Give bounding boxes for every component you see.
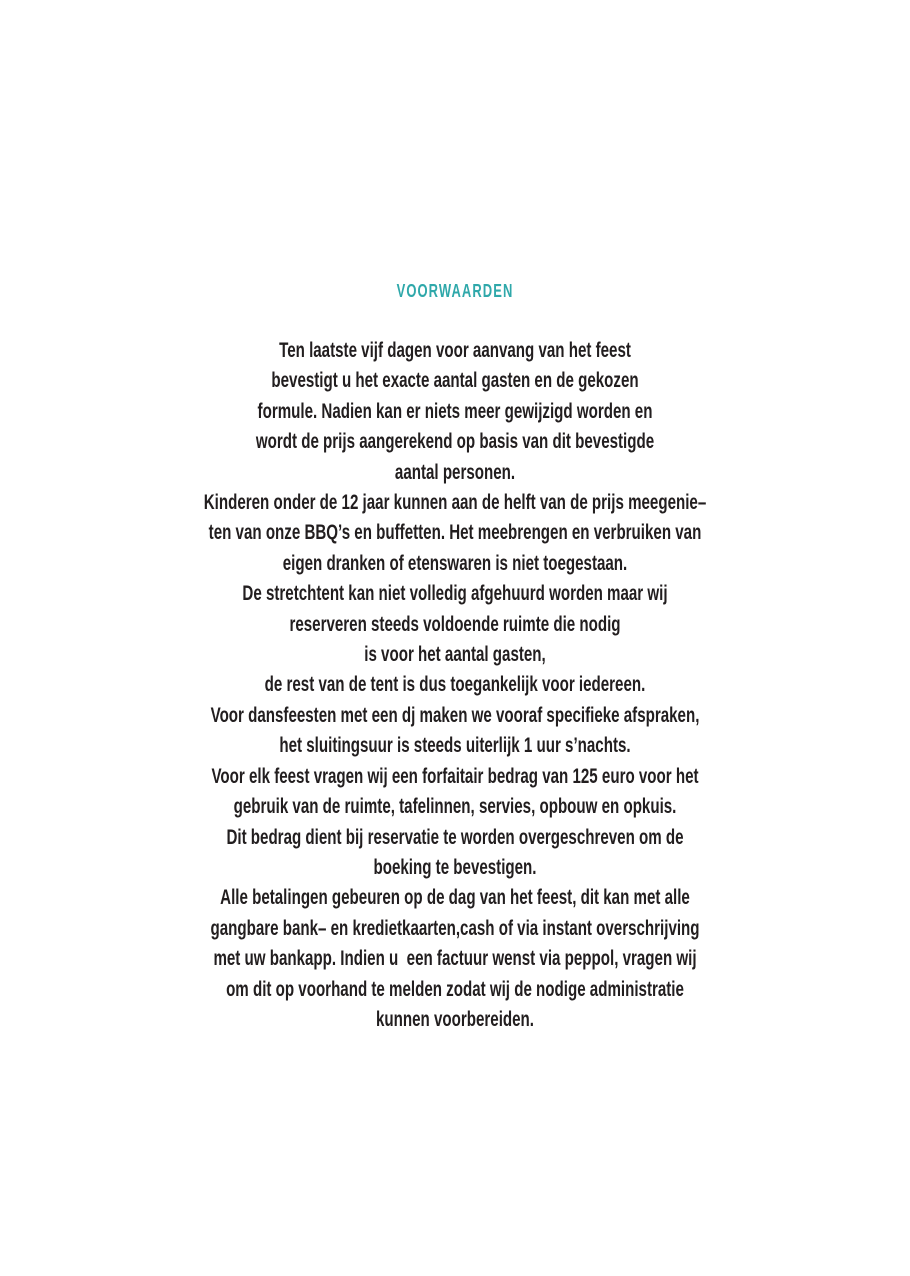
terms-line: de rest van de tent is dus toegankelijk voor iedereen. [264, 673, 646, 697]
terms-line: aantal personen. [394, 460, 516, 484]
terms-line: formule. Nadien kan er niets meer gewijzigd worden en [257, 399, 653, 423]
terms-line: Kinderen onder de 12 jaar kunnen aan de helft van de prijs meegenie– [203, 491, 707, 515]
terms-line: ten van onze BBQ’s en buffetten. Het meebrengen en verbruiken van [208, 521, 702, 545]
terms-line: Voor dansfeesten met een dj maken we vooraf specifieke afspraken, [210, 703, 700, 727]
terms-line: het sluitingsuur is steeds uiterlijk 1 uur s’nachts. [279, 734, 631, 758]
terms-line: is voor het aantal gasten, [364, 643, 546, 667]
terms-text-block [174, 336, 736, 1035]
terms-line: Voor elk feest vragen wij een forfaitair bedrag van 125 euro voor het [211, 764, 699, 788]
terms-line: De stretchtent kan niet volledig afgehuurd worden maar wij [242, 582, 668, 606]
terms-line: kunnen voorbereiden. [376, 1007, 534, 1031]
terms-line: bevestigt u het exacte aantal gasten en de gekozen [271, 369, 639, 393]
terms-line: wordt de prijs aangerekend op basis van dit bevestigde [255, 430, 655, 454]
terms-line: eigen dranken of etenswaren is niet toegestaan. [282, 551, 628, 575]
terms-line: gangbare bank– en kredietkaarten,cash of via instant overschrijving [210, 916, 700, 940]
terms-line: gebruik van de ruimte, tafelinnen, servies, opbouw en opkuis. [233, 795, 677, 819]
terms-line: om dit op voorhand te melden zodat wij de nodige administratie [226, 977, 684, 1001]
terms-line: boeking te bevestigen. [373, 855, 537, 879]
terms-line: Dit bedrag dient bij reservatie te worden overgeschreven om de [226, 825, 684, 849]
page-title: VOORWAARDEN [396, 281, 514, 301]
terms-line: Alle betalingen gebeuren op de dag van het feest, dit kan met alle [220, 886, 690, 910]
terms-line: met uw bankapp. Indien u een factuur wenst via peppol, vragen wij [213, 947, 697, 971]
terms-line: reserveren steeds voldoende ruimte die nodig [289, 612, 621, 636]
terms-line: Ten laatste vijf dagen voor aanvang van het feest [279, 339, 631, 362]
page-content [174, 0, 736, 1035]
